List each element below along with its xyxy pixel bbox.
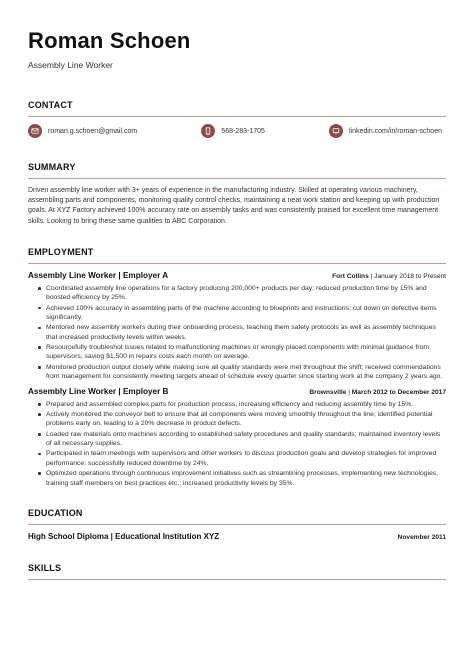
list-item: Optimized operations through continuous improvement initiatives such as streamlining processes, implementing new technologies, training staff members on best practices etc.; increased productivity levels by 35%. (38, 469, 446, 488)
education-date: November 2011 (397, 534, 446, 542)
list-item: Monitored production output closely while making sure all quality standards were met throughout the shift; received commendations from management for consistently meeting targets ahead of schedule every quarter since starting work at the company 2 years ago. (38, 363, 446, 382)
contact-email-text: roman.g.schoen@gmail.com (48, 127, 138, 135)
list-item: Mentored new assembly workers during their onboarding process, teaching them safety protocols as well as assembly techniques that increased productivity levels within weeks. (38, 323, 446, 342)
contact-linkedin[interactable] (329, 124, 442, 138)
list-item: Resourcefully troubleshot issues related to malfunctioning machines or wrongly placed components with minimal guidance from supervisors, saving $1,500 in repairs costs each month on average. (38, 343, 446, 362)
list-item: Achieved 100% accuracy in assembling parts of the machine according to blueprints and instructions; cut down on defective items significantly. (38, 304, 446, 323)
contact-phone-text: 568-283-1705 (221, 127, 265, 135)
summary-text: Driven assembly line worker with 3+ years of experience in the manufacturing industry. Skilled at operating various machinery, assembling parts and components, monitoring quality control checks, maintaining a neat work station and keeping up with production goals. At XYZ Factory achieved 100% accuracy rate on assembly tasks and was consistently praised for excellent time management skills. Looking to bring these same qualities to ABC Corporation. (28, 187, 440, 225)
list-item: Participated in team meetings with supervisors and other workers to discuss production goals and develop strategies for improved performance; successfully reduced downtime by 24%. (38, 449, 446, 468)
job-entry (28, 387, 446, 488)
contact-heading: CONTACT (28, 100, 73, 110)
list-item: Prepared and assembled complex parts for production process, increasing efficiency and reducing assembly time by 15%. (38, 400, 446, 410)
envelope-icon (28, 124, 42, 138)
education-heading: EDUCATION (28, 508, 83, 519)
education-divider (28, 524, 446, 525)
contact-row (28, 124, 446, 138)
job-meta: Brownsville | March 2012 to December 2017 (309, 388, 446, 396)
job-location: Fort Collins (332, 272, 369, 280)
education-degree: High School Diploma | Educational Institution XYZ (28, 532, 220, 542)
candidate-name: Roman Schoen (28, 28, 191, 53)
candidate-role: Assembly Line Worker (28, 60, 113, 70)
contact-email[interactable] (28, 124, 137, 138)
contact-linkedin-text: linkedin.com/in/roman-schoen (348, 127, 442, 135)
employment-divider (28, 263, 446, 264)
skills-divider (28, 579, 446, 580)
list-item: Loaded raw materials onto machines according to established safety procedures and quality standards; maintained inventory levels of all necessary supplies. (38, 430, 446, 449)
summary-divider (28, 178, 446, 179)
linkedin-icon (329, 124, 343, 138)
job-meta: Fort Collins | January 2018 to Present (332, 272, 446, 280)
job-dates: January 2018 to Present (374, 272, 446, 280)
list-item: Actively monitored the conveyor belt to ensure that all components were moving smoothly throughout the line; identified potential problems early on, leading to a 20% decrease in product defects. (38, 410, 446, 429)
education-entry (28, 532, 446, 541)
job-header (28, 271, 446, 280)
job-title: Assembly Line Worker | Employer B (28, 386, 169, 396)
job-bullets (28, 400, 446, 488)
job-entry (28, 271, 446, 382)
job-location: Brownsville (309, 388, 347, 396)
job-header (28, 387, 446, 396)
employment-heading: EMPLOYMENT (28, 246, 94, 257)
skills-heading: SKILLS (28, 563, 62, 574)
contact-phone[interactable] (201, 124, 265, 138)
phone-icon (201, 124, 215, 138)
job-bullets (28, 284, 446, 382)
summary-heading: SUMMARY (28, 162, 76, 172)
job-dates: March 2012 to December 2017 (351, 388, 446, 396)
contact-divider (28, 116, 446, 117)
list-item: Coordinated assembly line operations for a factory producing 200,000+ products per day; reduced production time by 15% and boosted efficiency by 25%. (38, 284, 446, 303)
job-title: Assembly Line Worker | Employer A (28, 270, 169, 280)
